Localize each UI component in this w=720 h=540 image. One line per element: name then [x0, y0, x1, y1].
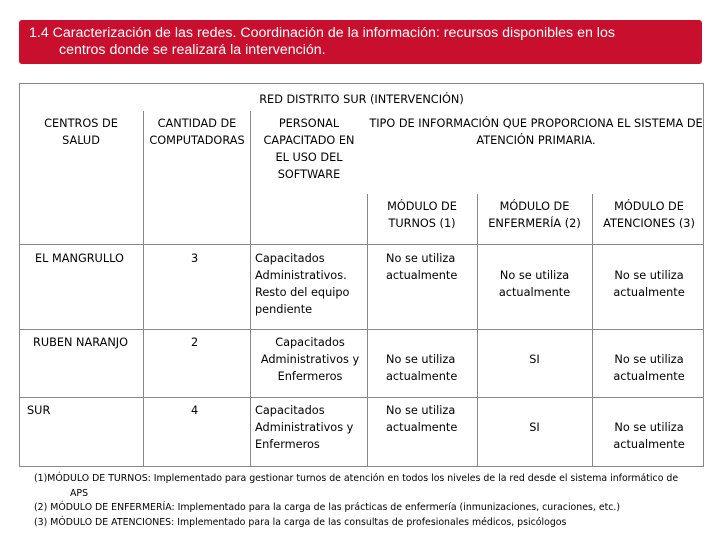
- row-2-turnos: No se utiliza actualmente: [386, 353, 458, 383]
- resources-table: [19, 83, 704, 467]
- table-caption: RED DISTRITO SUR (INTERVENCIÓN): [259, 93, 464, 106]
- footnote-2: (2) MÓDULO DE ENFERMERÍA: Implementado para la carga de las prácticas de enfermería (inmunizaciones, curaciones, etc.): [34, 502, 621, 513]
- row-divider: [20, 397, 703, 398]
- row-3-cantidad: 4: [191, 404, 199, 417]
- row-1-personal: Capacitados Administrativos. Resto del equipo pendiente: [255, 252, 350, 316]
- header-modulo-atenciones: MÓDULO DE ATENCIONES (3): [603, 200, 695, 230]
- row-2-personal: Capacitados Administrativos y Enfermeros: [260, 336, 360, 383]
- footnotes: [34, 472, 714, 530]
- row-2-centro: RUBEN NARANJO: [33, 336, 129, 349]
- column-divider: [367, 194, 368, 466]
- row-1-atenciones: No se utiliza actualmente: [613, 269, 685, 299]
- row-divider: [20, 244, 703, 245]
- row-3-enfermeria: SI: [529, 421, 540, 434]
- row-3-turnos: No se utiliza actualmente: [386, 404, 458, 434]
- footnote-1-continuation: APS: [70, 487, 89, 499]
- row-3-atenciones: No se utiliza actualmente: [613, 421, 685, 451]
- column-divider: [250, 111, 251, 466]
- row-1-turnos: No se utiliza actualmente: [386, 252, 458, 282]
- header-personal: PERSONAL CAPACITADO EN EL USO DEL SOFTWARE: [263, 117, 355, 181]
- row-1-enfermeria: No se utiliza actualmente: [498, 269, 571, 299]
- slide-title-line-1: 1.4 Caracterización de las redes. Coordinación de la información: recursos disponibles en los: [29, 25, 615, 41]
- row-2-cantidad: 2: [191, 336, 199, 349]
- header-cantidad: CANTIDAD DE COMPUTADORAS: [149, 117, 245, 147]
- header-tipo-informacion: TIPO DE INFORMACIÓN QUE PROPORCIONA EL SISTEMA DE ATENCIÓN PRIMARIA.: [369, 117, 703, 147]
- column-divider: [143, 111, 144, 466]
- row-divider: [20, 329, 703, 330]
- row-2-enfermeria: SI: [529, 353, 540, 366]
- header-centros: CENTROS DE SALUD: [44, 117, 118, 147]
- column-divider: [592, 194, 593, 466]
- row-3-centro: SUR: [27, 404, 51, 417]
- row-3-personal: Capacitados Administrativos y Enfermeros: [255, 404, 354, 451]
- column-divider: [477, 194, 478, 466]
- header-modulo-enfermeria: MÓDULO DE ENFERMERÍA (2): [488, 200, 581, 230]
- footnote-3: (3) MÓDULO DE ATENCIONES: Implementado para la carga de las consultas de profesionales médicos, psicólogos: [34, 516, 567, 528]
- slide-title-line-2: centros donde se realizará la intervención.: [59, 42, 326, 58]
- row-1-cantidad: 3: [191, 252, 199, 265]
- header-modulo-turnos: MÓDULO DE TURNOS (1): [387, 200, 457, 230]
- row-1-centro: EL MANGRULLO: [35, 252, 124, 265]
- footnote-1: (1)MÓDULO DE TURNOS: Implementado para gestionar turnos de atención en todos los niveles de la red desde el sistema informático de: [34, 473, 679, 484]
- slide-title-banner: [19, 20, 702, 64]
- row-2-atenciones: No se utiliza actualmente: [613, 353, 685, 383]
